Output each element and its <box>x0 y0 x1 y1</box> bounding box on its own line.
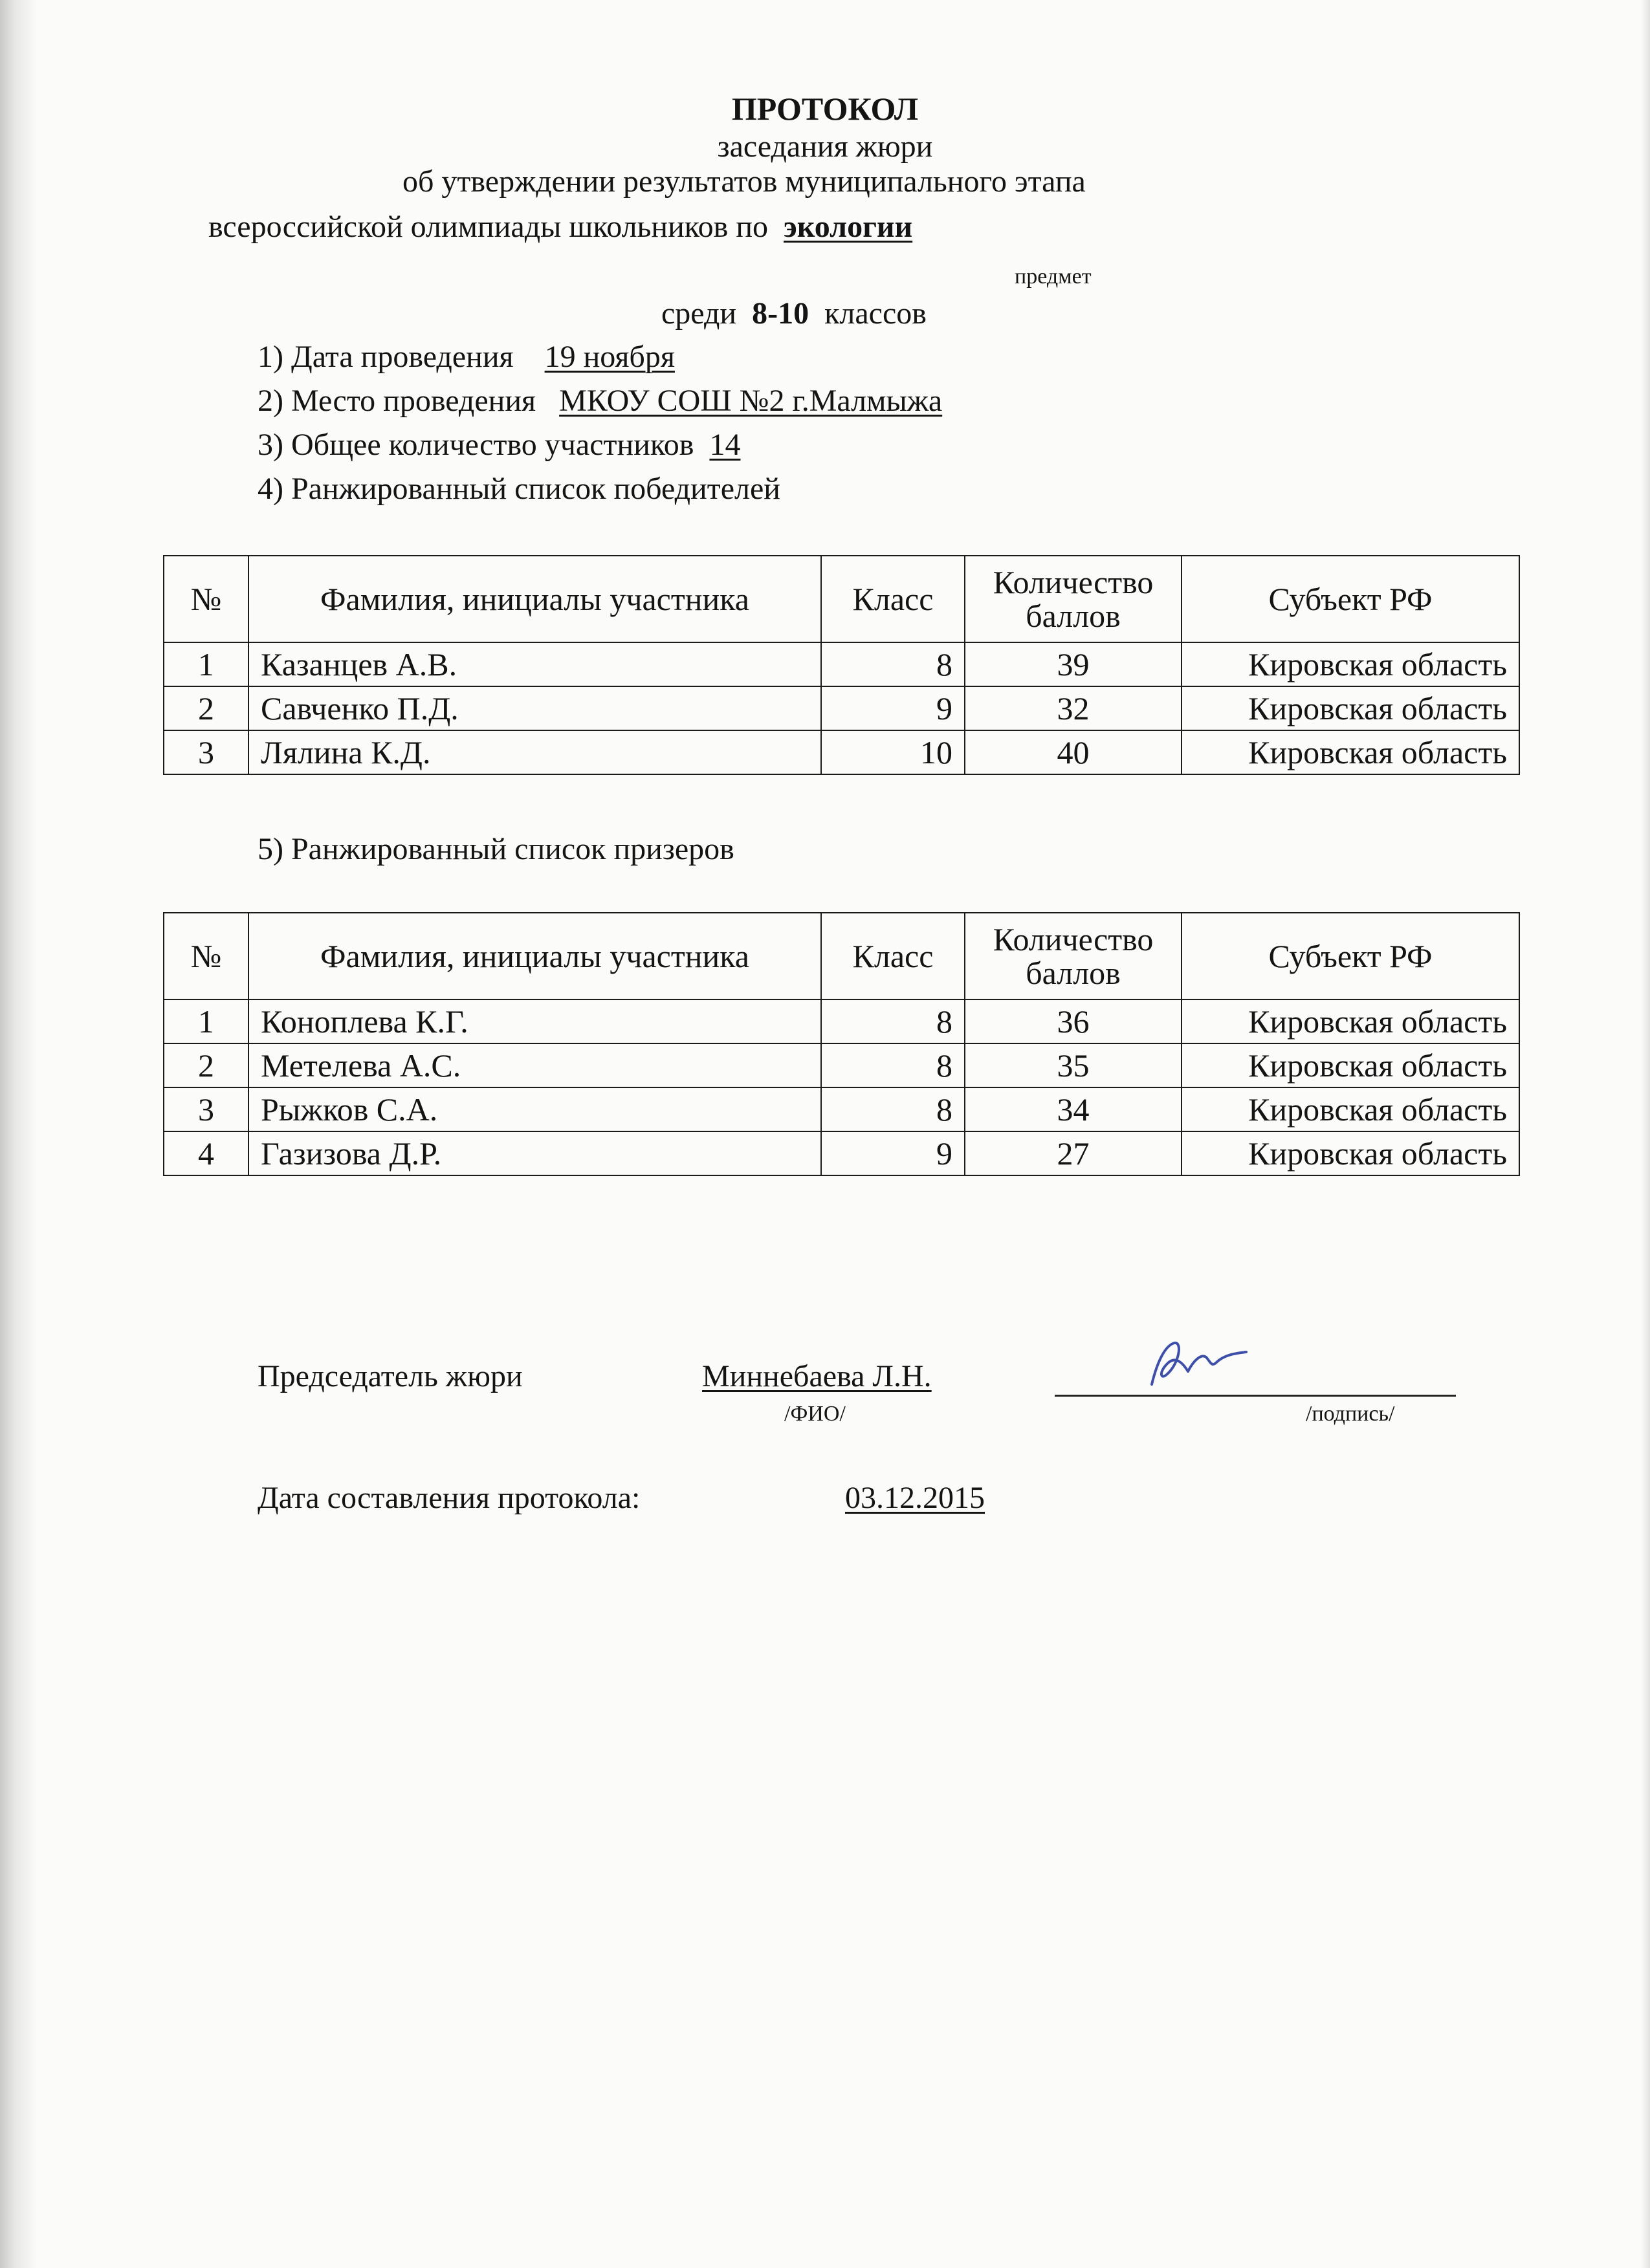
table-row <box>164 1043 1519 1087</box>
col-score-header: Количество баллов <box>965 913 1182 999</box>
cell-region: Кировская область <box>1182 1131 1519 1175</box>
cell-region: Кировская область <box>1182 686 1519 730</box>
winners-heading: 4) Ранжированный список победителей <box>258 472 780 506</box>
table-header-row <box>164 913 1519 999</box>
compiled-date-value: 03.12.2015 <box>845 1481 985 1515</box>
grades-line: среди 8-10 классов <box>661 296 927 331</box>
col-region-header: Субъект РФ <box>1182 556 1519 642</box>
scan-shadow-left <box>0 0 38 2268</box>
date-held-value: 19 ноября <box>544 340 675 374</box>
cell-score: 32 <box>965 686 1182 730</box>
table-row <box>164 730 1519 774</box>
grades-value: 8-10 <box>752 296 809 331</box>
table-row <box>164 1087 1519 1131</box>
date-held-line: 1) Дата проведения 19 ноября <box>258 340 675 374</box>
cell-region: Кировская область <box>1182 1087 1519 1131</box>
col-name-header: Фамилия, инициалы участника <box>248 913 821 999</box>
col-class-header: Класс <box>821 556 965 642</box>
fio-caption: /ФИО/ <box>784 1402 846 1426</box>
cell-class: 8 <box>821 642 965 686</box>
chair-name: Миннебаева Л.Н. <box>702 1359 932 1393</box>
cell-region: Кировская область <box>1182 1043 1519 1087</box>
col-name-header: Фамилия, инициалы участника <box>248 556 821 642</box>
winners-table <box>163 555 1520 775</box>
cell-num: 2 <box>164 686 248 730</box>
cell-name: Рыжков С.А. <box>248 1087 821 1131</box>
cell-score: 35 <box>965 1043 1182 1087</box>
handwritten-signature <box>1139 1334 1249 1395</box>
col-num-header: № <box>164 556 248 642</box>
cell-region: Кировская область <box>1182 730 1519 774</box>
signature-caption: /подпись/ <box>1306 1402 1395 1426</box>
signature-line <box>1055 1395 1456 1397</box>
table-row <box>164 642 1519 686</box>
col-region-header: Субъект РФ <box>1182 913 1519 999</box>
header-line-3: всероссийской олимпиады школьников по экологии <box>208 210 913 244</box>
cell-name: Савченко П.Д. <box>248 686 821 730</box>
cell-region: Кировская область <box>1182 642 1519 686</box>
scan-shadow-right <box>1641 0 1650 2268</box>
document-title: ПРОТОКОЛ <box>731 91 919 127</box>
cell-class: 8 <box>821 1087 965 1131</box>
cell-num: 3 <box>164 1087 248 1131</box>
cell-score: 27 <box>965 1131 1182 1175</box>
subject-caption: предмет <box>1015 265 1092 289</box>
place-line: 2) Место проведения МКОУ СОШ №2 г.Малмыжа <box>258 384 943 418</box>
prizewinners-heading: 5) Ранжированный список призеров <box>258 832 734 866</box>
cell-class: 8 <box>821 999 965 1043</box>
compiled-date-label: Дата составления протокола: <box>258 1481 641 1515</box>
cell-name: Метелева А.С. <box>248 1043 821 1087</box>
cell-score: 36 <box>965 999 1182 1043</box>
cell-class: 9 <box>821 686 965 730</box>
cell-name: Газизова Д.Р. <box>248 1131 821 1175</box>
prizewinners-table <box>163 912 1520 1176</box>
col-class-header: Класс <box>821 913 965 999</box>
cell-score: 39 <box>965 642 1182 686</box>
cell-num: 1 <box>164 642 248 686</box>
cell-class: 10 <box>821 730 965 774</box>
cell-num: 4 <box>164 1131 248 1175</box>
cell-region: Кировская область <box>1182 999 1519 1043</box>
table-row <box>164 686 1519 730</box>
cell-num: 2 <box>164 1043 248 1087</box>
participants-value: 14 <box>709 428 741 462</box>
cell-num: 1 <box>164 999 248 1043</box>
subject-value: экологии <box>784 210 913 244</box>
place-value: МКОУ СОШ №2 г.Малмыжа <box>559 384 943 418</box>
cell-class: 8 <box>821 1043 965 1087</box>
cell-name: Коноплева К.Г. <box>248 999 821 1043</box>
participants-line: 3) Общее количество участников 14 <box>258 428 741 462</box>
table-header-row <box>164 556 1519 642</box>
table-row <box>164 999 1519 1043</box>
cell-score: 40 <box>965 730 1182 774</box>
cell-name: Казанцев А.В. <box>248 642 821 686</box>
header-line-1: заседания жюри <box>717 129 933 164</box>
cell-score: 34 <box>965 1087 1182 1131</box>
col-num-header: № <box>164 913 248 999</box>
chair-label: Председатель жюри <box>258 1359 523 1393</box>
table-row <box>164 1131 1519 1175</box>
cell-class: 9 <box>821 1131 965 1175</box>
cell-name: Лялина К.Д. <box>248 730 821 774</box>
cell-num: 3 <box>164 730 248 774</box>
col-score-header: Количество баллов <box>965 556 1182 642</box>
header-line-2: об утверждении результатов муниципального этапа <box>402 164 1086 199</box>
